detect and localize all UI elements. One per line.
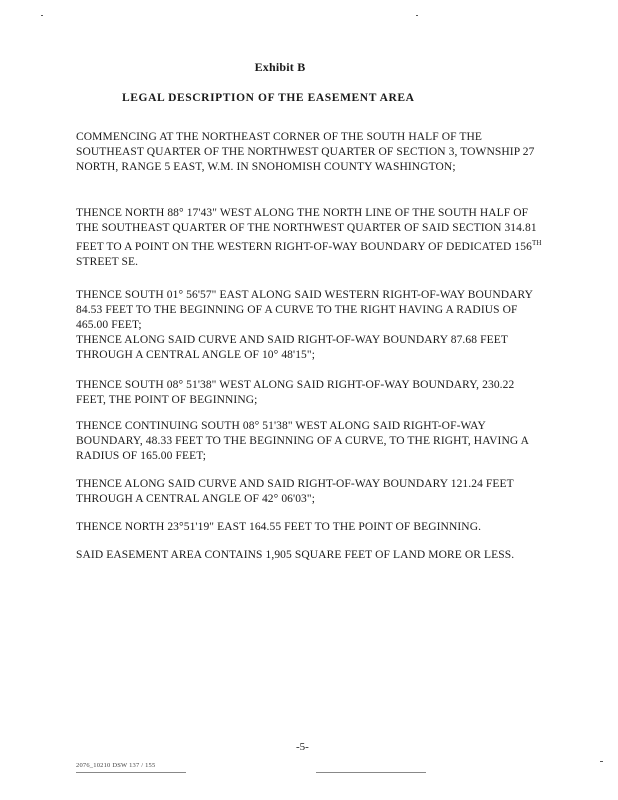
section-heading: LEGAL DESCRIPTION OF THE EASEMENT AREA bbox=[122, 92, 415, 104]
paragraph-commencing: COMMENCING AT THE NORTHEAST CORNER OF THE SOUTH HALF OF THE SOUTHEAST QUARTER OF THE NORTHWEST QUARTER OF SECTION 3, TOWNSHIP 27 NORTH, RANGE 5 EAST, W.M. IN SNOHOMISH COUNTY WASHINGTON; bbox=[76, 131, 535, 173]
paragraph-text: THENCE NORTH 88° 17'43" WEST ALONG THE NORTH LINE OF THE SOUTH HALF OF THE SOUTHEAST QUARTER OF THE NORTHWEST QUARTER OF SAID SECTION 314.81 FEET TO A POINT ON THE WESTERN RIGHT-OF-WAY BOUNDARY OF DEDICATED 156 bbox=[76, 207, 537, 253]
paragraph-thence-south-2: THENCE SOUTH 08° 51'38" WEST ALONG SAID RIGHT-OF-WAY BOUNDARY, 230.22 FEET, THE POINT OF BEGINNING; bbox=[76, 379, 515, 406]
paragraph-curve-2: THENCE ALONG SAID CURVE AND SAID RIGHT-OF-WAY BOUNDARY 121.24 FEET THROUGH A CENTRAL ANGLE OF 42° 06'03"; bbox=[76, 478, 514, 505]
paragraph-thence-north-1 bbox=[76, 206, 546, 270]
scan-speck bbox=[416, 15, 418, 16]
footer-reference: 2076_10210 DSW 137 / 155 bbox=[76, 762, 156, 769]
paragraph-curve-1: THENCE ALONG SAID CURVE AND SAID RIGHT-OF-WAY BOUNDARY 87.68 FEET THROUGH A CENTRAL ANGLE OF 10° 48'15"; bbox=[76, 334, 508, 361]
paragraph-thence-south-1: THENCE SOUTH 01° 56'57" EAST ALONG SAID WESTERN RIGHT-OF-WAY BOUNDARY 84.53 FEET TO THE BEGINNING OF A CURVE TO THE RIGHT HAVING A RADIUS OF 465.00 FEET; bbox=[76, 289, 533, 331]
page-number: -5- bbox=[296, 741, 309, 753]
scan-speck bbox=[41, 15, 43, 16]
superscript-th: TH bbox=[531, 239, 542, 247]
footer-divider bbox=[316, 772, 426, 773]
paragraph-area: SAID EASEMENT AREA CONTAINS 1,905 SQUARE FEET OF LAND MORE OR LESS. bbox=[76, 549, 515, 561]
paragraph-continuing: THENCE CONTINUING SOUTH 08° 51'38" WEST ALONG SAID RIGHT-OF-WAY BOUNDARY, 48.33 FEET TO THE BEGINNING OF A CURVE, TO THE RIGHT, HAVING A RADIUS OF 165.00 FEET; bbox=[76, 420, 529, 462]
paragraph-tail: STREET SE. bbox=[76, 255, 139, 268]
paragraph-thence-north-2: THENCE NORTH 23°51'19" EAST 164.55 FEET TO THE POINT OF BEGINNING. bbox=[76, 521, 482, 533]
exhibit-title: Exhibit B bbox=[254, 60, 306, 74]
footer-divider bbox=[76, 772, 186, 773]
scan-speck bbox=[600, 761, 603, 762]
